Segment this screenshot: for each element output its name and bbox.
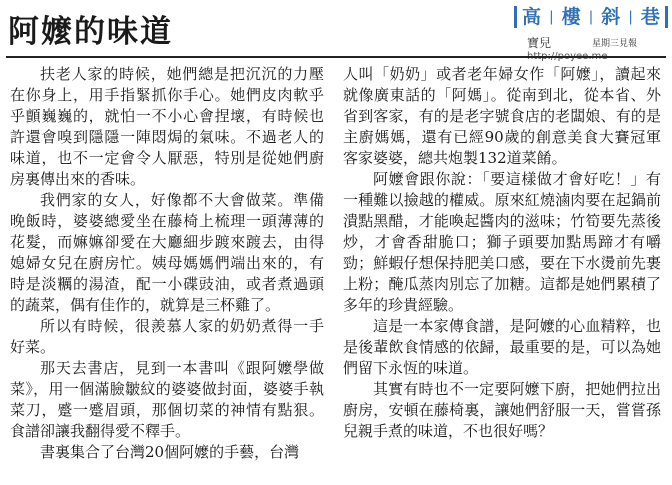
column-separator: | [628,9,633,25]
article-column-right [343,64,661,484]
column-char: 高 [522,6,542,28]
column-name-banner [514,4,668,30]
publish-day: 星期三見報 [592,39,638,49]
article-title: 阿嬤的味道 [8,14,173,50]
banner-left-bar [514,6,517,28]
column-char: 樓 [561,6,581,28]
paragraph: 其實有時也不一定要阿嬤下廚，把她們拉出廚房，安頓在藤椅裏，讓她們舒服一天，嘗嘗孫兒親手煮的味道，不也很好嗎？ [343,380,661,440]
paragraph: 扶老人家的時候，她們總是把沉沉的力壓在你身上，用手指緊抓你手心。她們皮肉軟乎乎顫巍巍的，就怕一不小心會捏壞，有時候也許還會嗅到隱隱一陣悶焗的氣味。不過老人的味道，也不一定會令人厭惡，特別是從她們廚房裏傳出來的香味。 [10,65,324,188]
paragraph: 書裏集合了台灣20個阿嬤的手藝，台灣 [40,443,300,461]
author-name: 寶兒 [527,36,552,50]
paragraph: 阿嬤會跟你說：「要這樣做才會好吃！」有一種難以撿越的權威。原來紅燒滷肉要在起鍋前潰點黑醋，才能喚起醬肉的滋味；竹筍要先蒸後炒，才會香甜脆口；獅子頭要加點馬蹄才有嚼勁；鮮蝦仔想保持肥美口感，要在下水燙前先裹上粉；醃瓜蒸肉別忘了加糖。這都是她們累積了多年的珍貴經驗。 [343,170,661,314]
paragraph: 人叫「奶奶」或者老年婦女作「阿嬤」，讀起來就像廣東話的「阿媽」。從南到北，從本省、外省到客家，有的是老字號食店的老闆娘、有的是主廚媽媽，還有已經90歲的創意美食大賽冠軍客家婆婆，總共炮製132道菜餚。 [343,65,661,167]
article-column-left [10,64,324,484]
paragraph: 我們家的女人，好像都不大會做菜。準備晚飯時，婆婆總愛坐在藤椅上梳理一頭薄薄的花髮，而嫲嫲卻愛在大廳細步踱來踱去，由得媳婦女兒在廚房忙。姨母媽媽們端出來的，有時是淡糲的湯渣，配一小碟豉油，或者煮過頭的蔬菜，偶有佳作的，就算是三杯雞了。 [10,191,324,314]
paragraph: 這是一本家傳食譜，是阿嬤的心血精粹，也是後輩飲食情感的依歸，最重要的是，可以為她們留下永恆的味道。 [343,317,661,377]
title-divider [6,56,666,58]
paragraph: 所以有時候，很羨慕人家的奶奶煮得一手好菜。 [10,317,324,356]
column-char: 巷 [640,6,660,28]
column-separator: | [588,9,594,25]
author-url: http://poyee.me [527,51,608,62]
paragraph: 那天去書店，見到一本書叫《跟阿嬤學做菜》，用一個滿臉皺紋的婆婆做封面，婆婆手執菜刀，蹙一蹙眉頭，那個切菜的神情有點狠。食譜卻讓我翻得愛不釋手。 [10,359,324,440]
column-separator: | [548,9,554,25]
column-char: 斜 [601,6,621,28]
banner-right-bar [665,6,668,28]
